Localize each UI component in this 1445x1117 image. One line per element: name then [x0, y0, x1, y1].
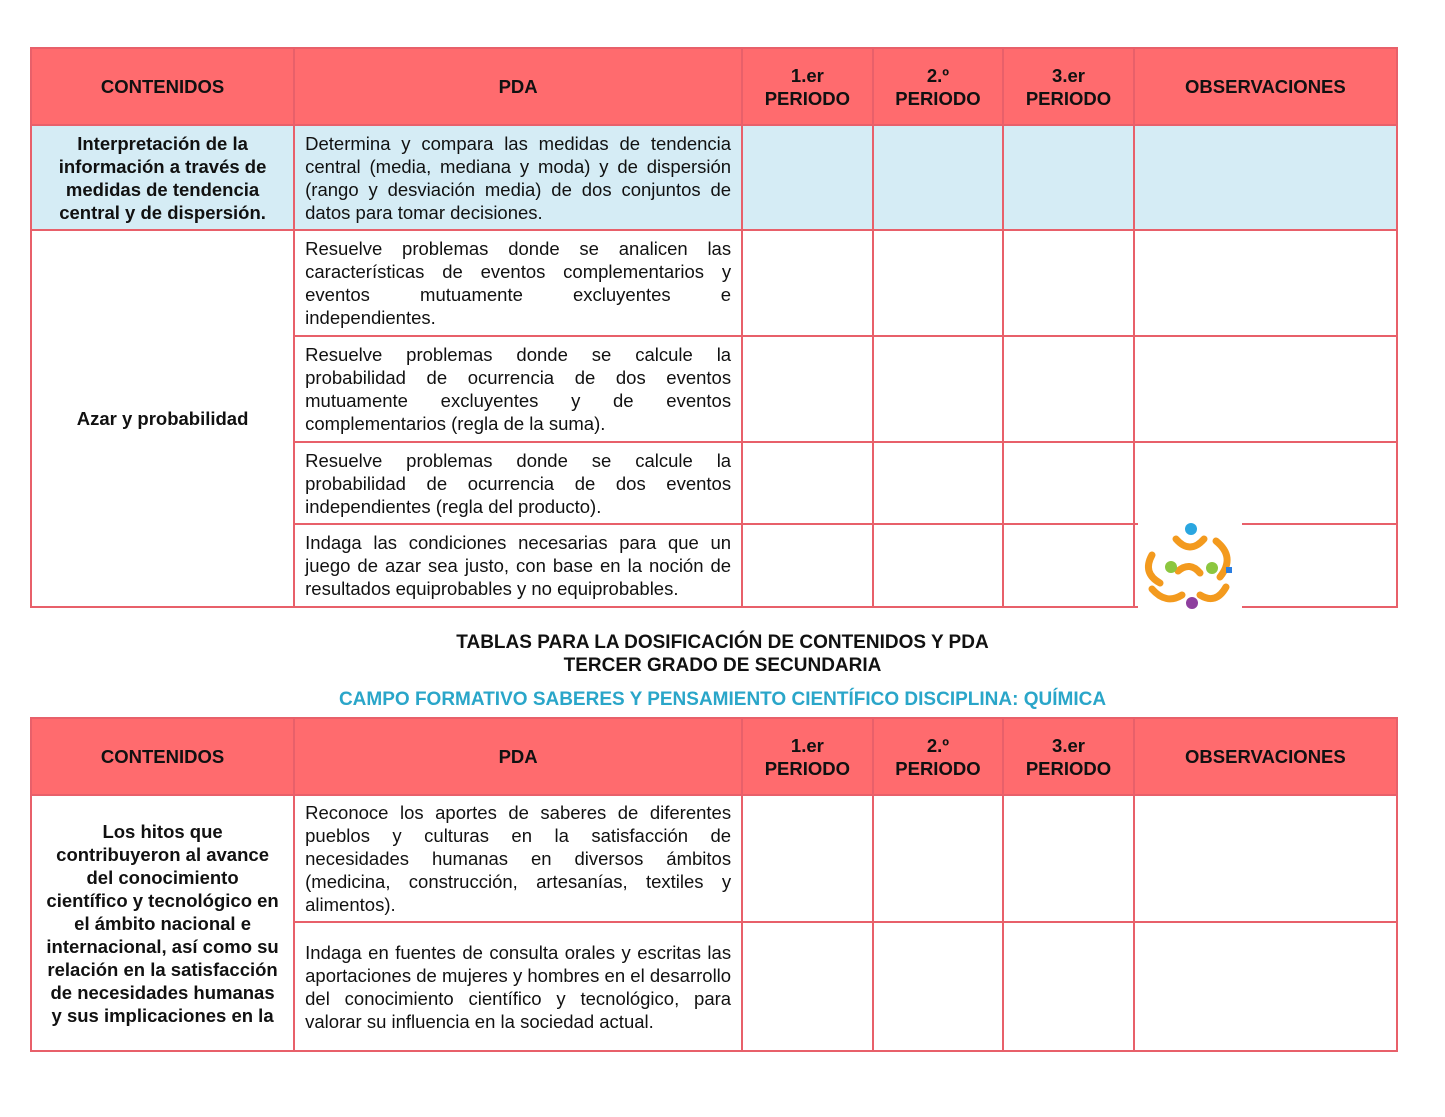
- periodo-3-cell[interactable]: [1003, 442, 1134, 524]
- periodo-3-cell[interactable]: [1003, 524, 1134, 607]
- header-periodo-2: 2.º PERIODO: [873, 718, 1004, 795]
- periodo-1-cell[interactable]: [742, 125, 873, 230]
- header-periodo-2: 2.º PERIODO: [873, 48, 1004, 125]
- periodo-2-cell[interactable]: [873, 795, 1004, 922]
- observaciones-cell[interactable]: [1134, 922, 1397, 1051]
- periodo-1-cell[interactable]: [742, 230, 873, 336]
- header-periodo-3: 3.er PERIODO: [1003, 718, 1134, 795]
- contenido-cell: Interpretación de la información a través de medidas de tendencia central y de dispersión.: [31, 125, 294, 230]
- periodo-3-cell[interactable]: [1003, 922, 1134, 1051]
- periodo-2-cell[interactable]: [873, 524, 1004, 607]
- observaciones-cell[interactable]: [1134, 795, 1397, 922]
- observaciones-cell[interactable]: [1134, 336, 1397, 442]
- section-title-line-2: TERCER GRADO DE SECUNDARIA: [563, 655, 882, 676]
- periodo-2-cell[interactable]: [873, 125, 1004, 230]
- periodo-2-cell[interactable]: [873, 442, 1004, 524]
- observaciones-cell[interactable]: [1134, 125, 1397, 230]
- section-title-line-1: TABLAS PARA LA DOSIFICACIÓN DE CONTENIDOS Y PDA: [456, 632, 989, 653]
- table-header-row: [31, 48, 1397, 125]
- header-observaciones: OBSERVACIONES: [1134, 718, 1397, 795]
- periodo-1-cell[interactable]: [742, 922, 873, 1051]
- pda-cell: Indaga las condiciones necesarias para que un juego de azar sea justo, con base en la noción de resultados equiprobables y no equiprobables.: [294, 524, 742, 607]
- periodo-3-cell[interactable]: [1003, 795, 1134, 922]
- header-periodo-1: 1.er PERIODO: [742, 48, 873, 125]
- pda-cell: Resuelve problemas donde se calcule la probabilidad de ocurrencia de dos eventos independientes (regla del producto).: [294, 442, 742, 524]
- observaciones-cell[interactable]: [1134, 442, 1397, 524]
- observaciones-cell[interactable]: [1134, 230, 1397, 336]
- header-periodo-1: 1.er PERIODO: [742, 718, 873, 795]
- people-circle-logo-icon: [1138, 521, 1242, 613]
- section-subtitle: CAMPO FORMATIVO SABERES Y PENSAMIENTO CIENTÍFICO DISCIPLINA: QUÍMICA: [338, 689, 1107, 710]
- table-row: [31, 795, 1397, 922]
- periodo-3-cell[interactable]: [1003, 336, 1134, 442]
- pda-cell: Reconoce los aportes de saberes de diferentes pueblos y culturas en la satisfacción de necesidades humanas en diversos ámbitos (medicina, construcción, artesanías, textiles y alimentos).: [294, 795, 742, 922]
- pda-cell: Resuelve problemas donde se calcule la probabilidad de ocurrencia de dos eventos mutuamente excluyentes y de eventos complementarios (regla de la suma).: [294, 336, 742, 442]
- dosificacion-table-2: [30, 717, 1398, 1052]
- contenido-cell: Azar y probabilidad: [31, 230, 294, 607]
- header-periodo-3: 3.er PERIODO: [1003, 48, 1134, 125]
- table-header-row: [31, 718, 1397, 795]
- pda-cell: Indaga en fuentes de consulta orales y escritas las aportaciones de mujeres y hombres en el desarrollo del conocimiento científico y tecnológico, para valorar su influencia en la sociedad actual.: [294, 922, 742, 1051]
- header-pda: PDA: [294, 718, 742, 795]
- contenido-cell: Los hitos que contribuyeron al avance del conocimiento científico y tecnológico en el ámbito nacional e internacional, así como su relación en la satisfacción de necesidades humanas y sus implicaciones en la: [31, 795, 294, 1051]
- table-row: [31, 230, 1397, 336]
- periodo-3-cell[interactable]: [1003, 125, 1134, 230]
- periodo-1-cell[interactable]: [742, 442, 873, 524]
- periodo-1-cell[interactable]: [742, 524, 873, 607]
- header-contenidos: CONTENIDOS: [31, 48, 294, 125]
- pda-cell: Resuelve problemas donde se analicen las características de eventos complementarios y eventos mutuamente excluyentes e independientes.: [294, 230, 742, 336]
- periodo-1-cell[interactable]: [742, 336, 873, 442]
- periodo-2-cell[interactable]: [873, 336, 1004, 442]
- header-pda: PDA: [294, 48, 742, 125]
- periodo-3-cell[interactable]: [1003, 230, 1134, 336]
- periodo-2-cell[interactable]: [873, 922, 1004, 1051]
- pda-cell: Determina y compara las medidas de tendencia central (media, mediana y moda) y de dispersión (rango y desviación media) de dos conjuntos de datos para tomar decisiones.: [294, 125, 742, 230]
- header-observaciones: OBSERVACIONES: [1134, 48, 1397, 125]
- table-row: [31, 125, 1397, 230]
- periodo-1-cell[interactable]: [742, 795, 873, 922]
- header-contenidos: CONTENIDOS: [31, 718, 294, 795]
- periodo-2-cell[interactable]: [873, 230, 1004, 336]
